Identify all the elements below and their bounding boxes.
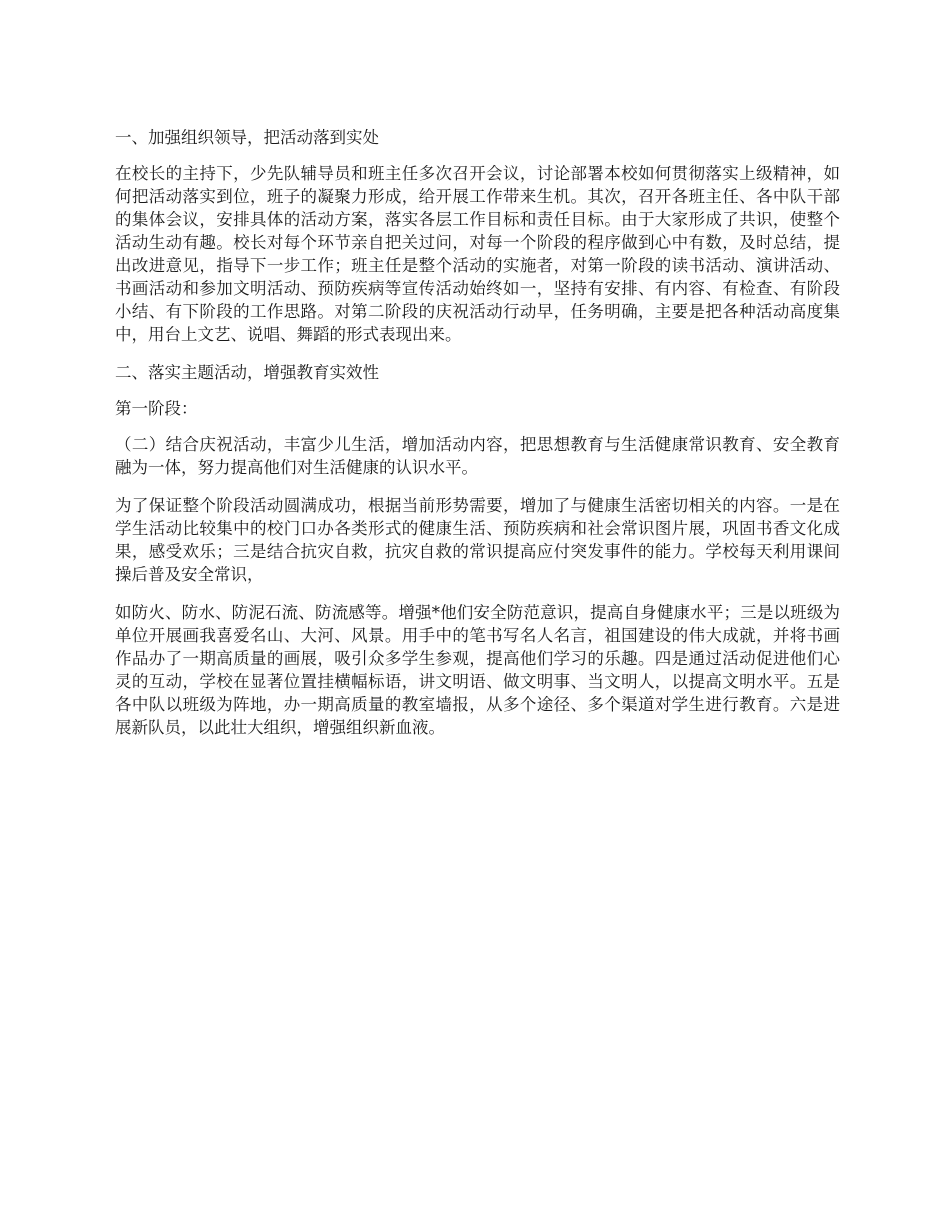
stage-label: 第一阶段：	[115, 399, 198, 418]
paragraph-safety-activities: 如防火、防水、防泥石流、防流感等。增强*他们安全防范意识，提高自身健康水平；三是以班级为单位开展画我喜爱名山、大河、风景。用手中的笔书写名人名言，祖国建设的伟大成就，并将书画作品办了一期高质量的画展，吸引众多学生参观，提高他们学习的乐趣。四是通过活动促进他们心灵的互动，学校在显著位置挂横幅标语，讲文明语、做文明事、当文明人，以提高文明水平。五是各中队以班级为阵地，办一期高质量的教室墙报，从多个途径、多个渠道对学生进行教育。六是进展新队员，以此壮大组织，增强组织新血液。	[115, 603, 840, 737]
document-body	[115, 126, 840, 754]
paragraph-celebration: （二）结合庆祝活动，丰富少儿生活，增加活动内容，把思想教育与生活健康常识教育、安全教育融为一体，努力提高他们对生活健康的认识水平。	[115, 435, 840, 477]
section-heading-2: 二、落实主题活动，增强教育实效性	[115, 363, 379, 382]
section-heading-1: 一、加强组织领导，把活动落到实处	[115, 128, 379, 147]
paragraph-health-content: 为了保证整个阶段活动圆满成功，根据当前形势需要，增加了与健康生活密切相关的内容。一是在学生活动比较集中的校门口办各类形式的健康生活、预防疾病和社会常识图片展，巩固书香文化成果，感受欢乐；三是结合抗灾自救，抗灾自救的常识提高应付突发事件的能力。学校每天利用课间操后普及安全常识，	[115, 496, 840, 584]
paragraph-organization: 在校长的主持下，少先队辅导员和班主任多次召开会议，讨论部署本校如何贯彻落实上级精神，如何把活动落实到位，班子的凝聚力形成，给开展工作带来生机。其次，召开各班主任、各中队干部的集体会议，安排具体的活动方案，落实各层工作目标和责任目标。由于大家形成了共识，使整个活动生动有趣。校长对每个环节亲自把关过问，对每一个阶段的程序做到心中有数，及时总结，提出改进意见，指导下一步工作；班主任是整个活动的实施者，对第一阶段的读书活动、演讲活动、书画活动和参加文明活动、预防疾病等宣传活动始终如一，坚持有安排、有内容、有检查、有阶段小结、有下阶段的工作思路。对第二阶段的庆祝活动行动早，任务明确，主要是把各种活动高度集中，用台上文艺、说唱、舞蹈的形式表现出来。	[115, 164, 840, 344]
